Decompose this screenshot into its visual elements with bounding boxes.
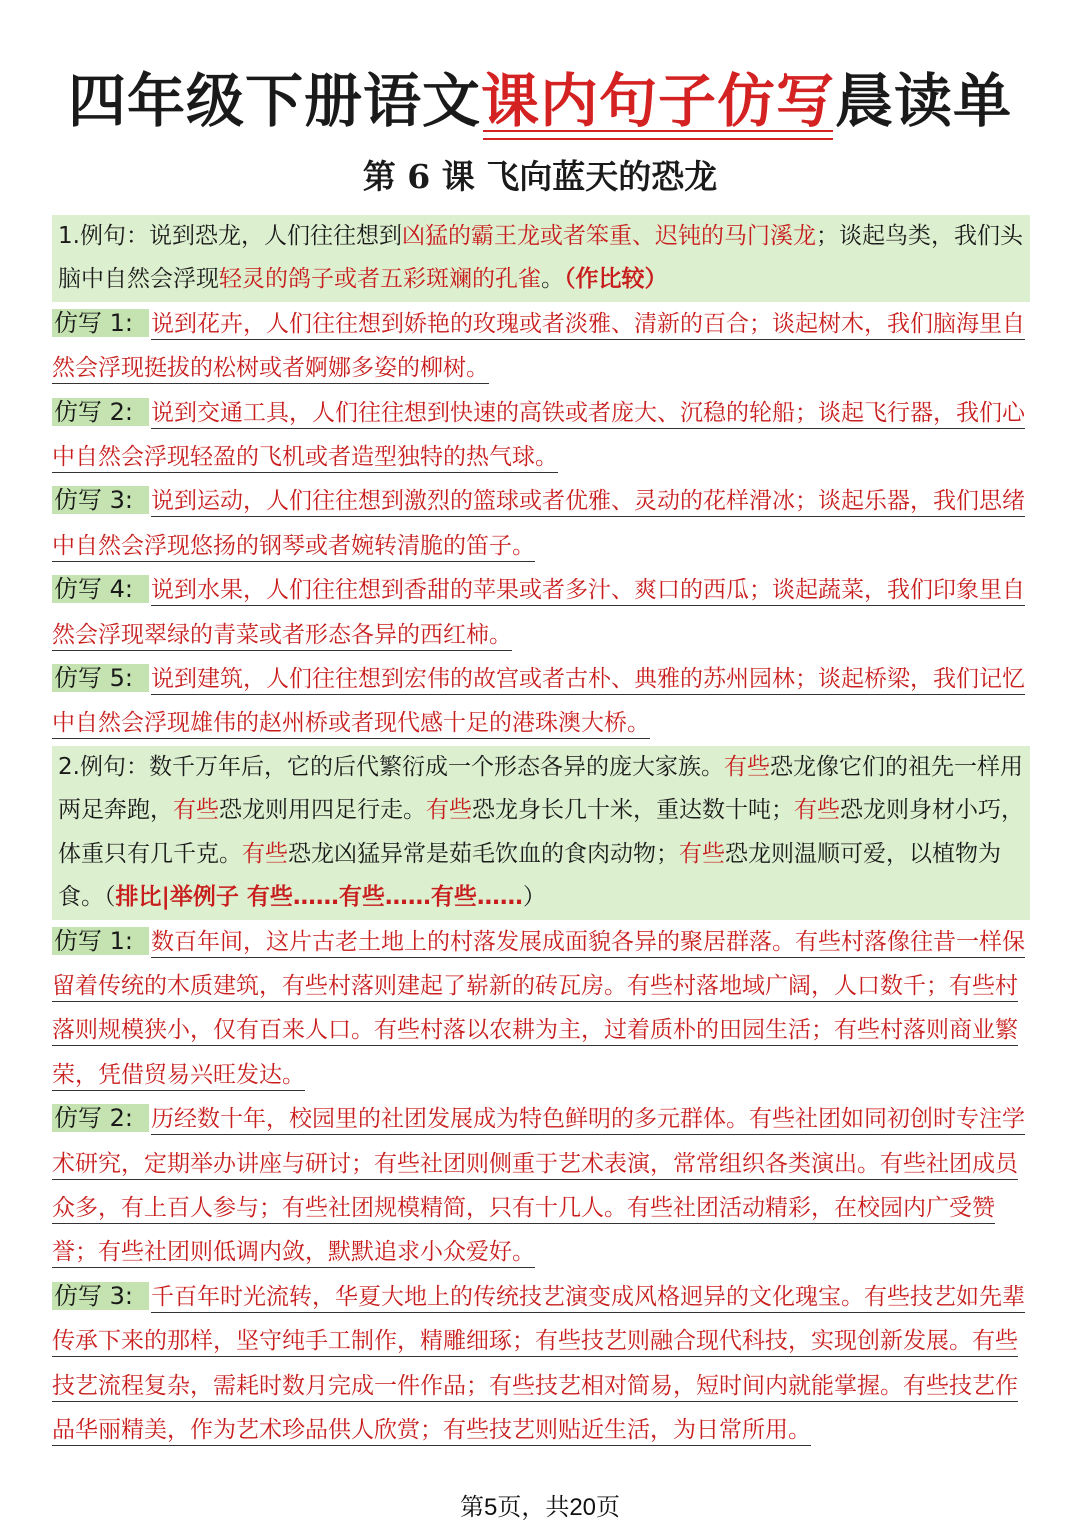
imitation-text: 说到建筑，人们往往想到宏伟的故宫或者古朴、典雅的苏州园林；谈起桥梁，我们记忆中自然会浮现雄伟的赵州桥或者现代感十足的港珠澳大桥。 bbox=[52, 666, 1025, 739]
imitation-1-2 bbox=[52, 391, 1030, 480]
example-2-highlight: 有些 bbox=[794, 797, 840, 824]
example-1-highlight: 凶猛的霸王龙或者笨重、迟钝的马门溪龙 bbox=[401, 223, 816, 249]
example-2-text: 2.例句：数千万年后，它的后代繁衍成一个形态各异的庞大家族。 bbox=[58, 753, 724, 780]
example-2-tag: 排比|举例子 有些……有些……有些…… bbox=[115, 884, 523, 911]
example-2-text: 恐龙像它们的祖先一样用两足奔跑， bbox=[58, 753, 1023, 824]
lesson-subtitle: 第 6 课 飞向蓝天的恐龙 bbox=[362, 157, 718, 196]
imitation-text: 说到水果，人们往往想到香甜的苹果或者多汁、爽口的西瓜；谈起蔬菜，我们印象里自然会浮现翠绿的青菜或者形态各异的西红柿。 bbox=[52, 577, 1025, 650]
imitation-text: 说到花卉，人们往往想到娇艳的玫瑰或者淡雅、清新的百合；谈起树木，我们脑海里自然会浮现挺拔的松树或者婀娜多姿的柳树。 bbox=[52, 311, 1025, 384]
example-2-highlight: 有些 bbox=[173, 797, 219, 824]
imitation-2-2 bbox=[52, 1097, 1030, 1275]
example-2-highlight: 有些 bbox=[679, 840, 725, 867]
example-2-highlight: 有些 bbox=[426, 797, 472, 824]
example-1-text: 1.例句：说到恐龙，人们往往想到 bbox=[58, 223, 402, 249]
title-highlight: 课内句子仿写 bbox=[480, 67, 835, 135]
page-number: 第5页，共20页 bbox=[459, 1494, 621, 1521]
imitation-label: 仿写 5: bbox=[52, 664, 149, 692]
example-1-highlight: 轻灵的鸽子或者五彩斑斓的孔雀 bbox=[219, 266, 541, 293]
imitation-label: 仿写 2: bbox=[52, 1104, 149, 1132]
imitation-text: 千百年时光流转，华夏大地上的传统技艺演变成风格迥异的文化瑰宝。有些技艺如先辈传承下来的那样，坚守纯手工制作，精雕细琢；有些技艺则融合现代科技，实现创新发展。有些技艺流程复杂，需耗时数月完成一件作品；有些技艺相对简易，短时间内就能掌握。有些技艺作品华丽精美，作为艺术珍品供人欣赏；有些技艺则贴近生活，为日常所用。 bbox=[52, 1284, 1025, 1446]
imitation-label: 仿写 2: bbox=[52, 398, 149, 426]
imitation-label: 仿写 3: bbox=[52, 486, 149, 514]
example-2-text: 恐龙则温顺可爱，以植物为食。（ bbox=[58, 840, 1001, 911]
imitation-text: 历经数十年，校园里的社团发展成为特色鲜明的多元群体。有些社团如同初创时专注学术研究，定期举办讲座与研讨；有些社团则侧重于艺术表演，常常组织各类演出。有些社团成员众多，有上百人参与；有些社团规模精简，只有十几人。有些社团活动精彩，在校园内广受赞誉；有些社团则低调内敛，默默追求小众爱好。 bbox=[52, 1106, 1025, 1268]
imitation-2-1 bbox=[52, 920, 1030, 1098]
imitation-1-5 bbox=[52, 657, 1030, 746]
imitation-1-1 bbox=[52, 302, 1030, 391]
imitation-text: 说到交通工具，人们往往想到快速的高铁或者庞大、沉稳的轮船；谈起飞行器，我们心中自然会浮现轻盈的飞机或者造型独特的热气球。 bbox=[52, 400, 1025, 473]
title-part1: 四年级下册语文 bbox=[67, 67, 481, 135]
example-1 bbox=[52, 215, 1030, 302]
example-2-text: 恐龙身长几十米，重达数十吨； bbox=[472, 797, 794, 824]
example-1-tag: （作比较） bbox=[564, 266, 668, 293]
example-2-highlight: 有些 bbox=[242, 840, 288, 867]
imitation-text: 数百年间，这片古老土地上的村落发展成面貌各异的聚居群落。有些村落像往昔一样保留着传统的木质建筑，有些村落则建起了崭新的砖瓦房。有些村落地域广阔，人口数千；有些村落则规模狭小，仅有百来人口。有些村落以农耕为主，过着质朴的田园生活；有些村落则商业繁荣，凭借贸易兴旺发达。 bbox=[52, 929, 1025, 1091]
page-title bbox=[0, 66, 1080, 136]
imitation-text: 说到运动，人们往往想到激烈的篮球或者优雅、灵动的花样滑冰；谈起乐器，我们思绪中自然会浮现悠扬的钢琴或者婉转清脆的笛子。 bbox=[52, 488, 1025, 561]
example-2-text: 恐龙凶猛异常是茹毛饮血的食肉动物； bbox=[288, 840, 679, 867]
example-1-text: 。 bbox=[541, 266, 564, 293]
imitation-label: 仿写 4: bbox=[52, 575, 149, 603]
example-2-text: 恐龙则身材小巧，体重只有几千克。 bbox=[58, 797, 1024, 867]
imitation-2-3 bbox=[52, 1275, 1030, 1453]
example-1-text: ；谈起鸟类，我们头脑中自然会浮现 bbox=[58, 223, 1023, 293]
imitation-1-4 bbox=[52, 568, 1030, 657]
imitation-label: 仿写 1: bbox=[52, 927, 149, 955]
title-part2: 晨读单 bbox=[835, 67, 1013, 135]
example-2-highlight: 有些 bbox=[723, 753, 770, 780]
example-2 bbox=[52, 746, 1030, 920]
imitation-label: 仿写 3: bbox=[52, 1282, 149, 1310]
example-2-text: ） bbox=[522, 884, 546, 911]
example-2-text: 恐龙则用四足行走。 bbox=[219, 797, 426, 824]
imitation-label: 仿写 1: bbox=[52, 309, 149, 337]
worksheet-content bbox=[52, 215, 1030, 1452]
imitation-1-3 bbox=[52, 479, 1030, 568]
